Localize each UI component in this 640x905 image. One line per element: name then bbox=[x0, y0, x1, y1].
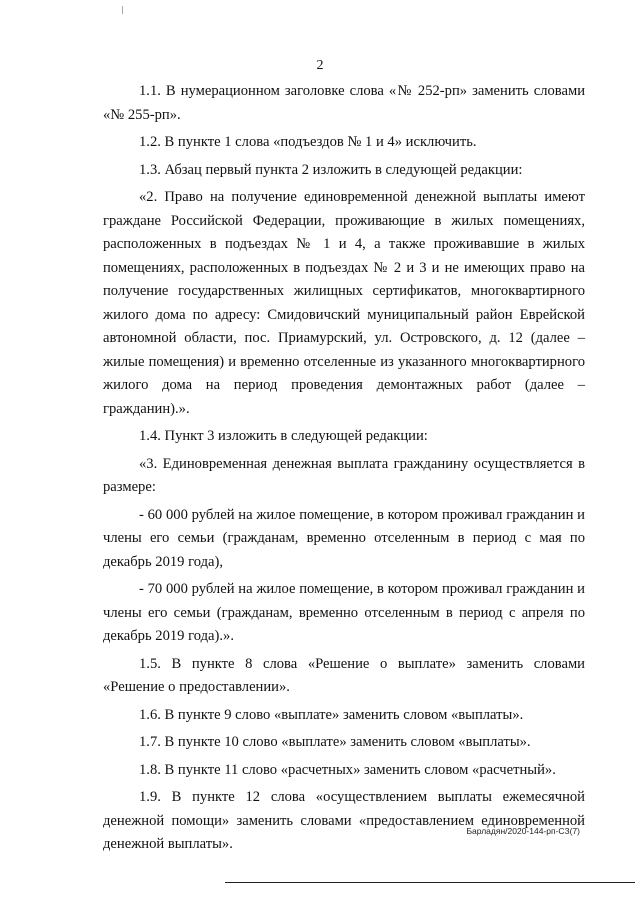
paragraph-amount-70000: - 70 000 рублей на жилое помещение, в котором проживал гражданин и члены его семьи (гражданам, временно отселенным в период с апреля по декабрь 2019 года).». bbox=[103, 581, 585, 644]
paragraph-1-8: 1.8. В пункте 11 слово «расчетных» заменить словом «расчетный». bbox=[139, 761, 556, 778]
document-body bbox=[103, 80, 585, 857]
paragraph-quote-2: «2. Право на получение единовременной денежной выплаты имеют граждане Российской Федерации, проживающие в жилых помещениях, расположенных в подъездах № 1 и 4, а также проживавшие в жилых помещениях, расположенных в подъездах № 2 и 3 и не имеющих право на получение государственных жилищных сертификатов, многоквартирного жилого дома по адресу: Смидовичский муниципальный район Еврейской автономной области, пос. Приамурский, ул. Островского, д. 12 (далее – жилые помещения) и временно отселенные из указанного многоквартирного жилого дома на период проведения демонтажных работ (далее – гражданин).». bbox=[103, 189, 585, 417]
paragraph-1-7: 1.7. В пункте 10 слово «выплате» заменить словом «выплаты». bbox=[139, 734, 531, 750]
paragraph-1-2: 1.2. В пункте 1 слова «подъездов № 1 и 4» исключить. bbox=[139, 134, 477, 150]
scan-mark bbox=[122, 6, 123, 14]
paragraph-1-9: 1.9. В пункте 12 слова «осуществлением выплаты ежемесячной денежной помощи» заменить словами «предоставлением единовременной денежной выплаты». bbox=[103, 789, 585, 852]
page-number: 2 bbox=[316, 58, 324, 73]
bottom-rule bbox=[225, 882, 635, 883]
paragraph-amount-60000: - 60 000 рублей на жилое помещение, в котором проживал гражданин и члены его семьи (гражданам, временно отселенным в период с мая по декабрь 2019 года), bbox=[103, 506, 585, 570]
paragraph-1-5: 1.5. В пункте 8 слова «Решение о выплате» заменить словами «Решение о предоставлении». bbox=[103, 655, 585, 695]
footer-document-code: Барладян/2020-144-рп-СЗ(7) bbox=[466, 826, 580, 836]
paragraph-1-1: 1.1. В нумерационном заголовке слова «№ 252-рп» заменить словами «№ 255-рп». bbox=[103, 83, 585, 123]
paragraph-1-4: 1.4. Пункт 3 изложить в следующей редакции: bbox=[139, 428, 428, 444]
paragraph-1-3: 1.3. Абзац первый пункта 2 изложить в следующей редакции: bbox=[139, 161, 523, 178]
paragraph-quote-3: «3. Единовременная денежная выплата гражданину осуществляется в размере: bbox=[103, 455, 585, 495]
paragraph-1-6: 1.6. В пункте 9 слово «выплате» заменить словом «выплаты». bbox=[139, 706, 524, 723]
